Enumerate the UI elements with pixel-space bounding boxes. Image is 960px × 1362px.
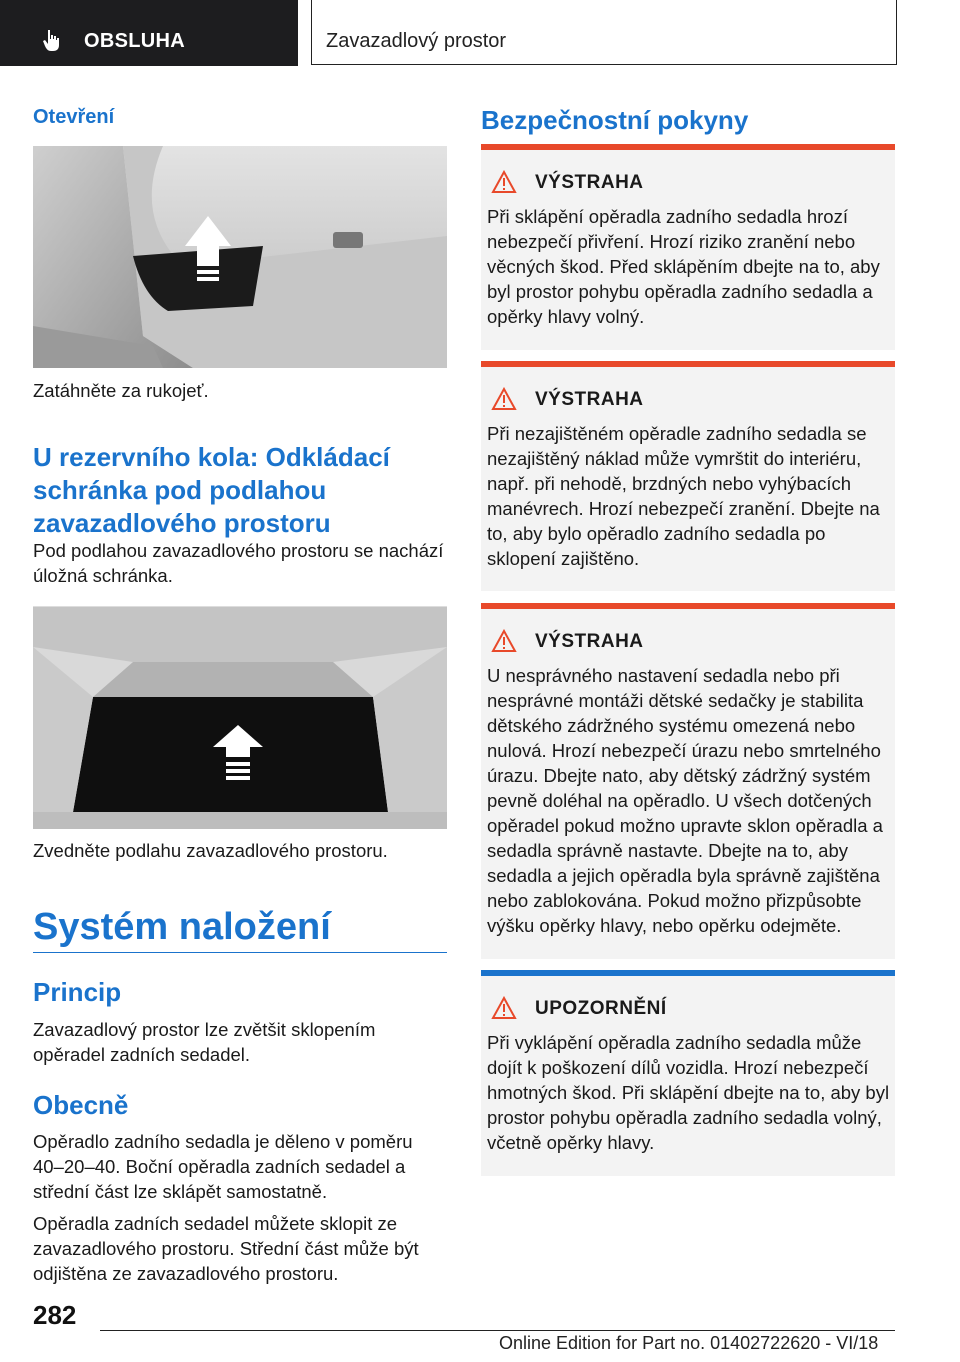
caption-handle: Zatáhněte za rukojeť. — [33, 380, 209, 401]
heading-spare-wheel: U rezervního kola: Odkládací schránka pod podlahou zavazadlového prostoru — [33, 442, 390, 538]
warning-box — [481, 603, 895, 959]
warning-title: VÝSTRAHA — [535, 172, 644, 193]
heading-open: Otevření — [33, 106, 115, 128]
footer-rule — [100, 1330, 895, 1331]
heading-general: Obecně — [33, 1090, 129, 1120]
caution-text: Při vyklápění opěradla zadního sedadla může dojít k poškození dílů vozidla. Hrozí nebezpečí hmotných škod. Při sklápění dbejte na to, aby byl prostor pohybu opěradla zadního sedadla volný, včetně opěrky hlavy. — [487, 1032, 890, 1153]
warning-title: VÝSTRAHA — [535, 389, 644, 410]
heading-principle: Princip — [33, 977, 122, 1007]
warning-box — [481, 361, 895, 591]
paragraph-general-2: Opěradla zadních sedadel můžete sklopit ze zavazadlového prostoru. Střední část může být odjištěna ze zavazadlového prostoru. — [33, 1213, 419, 1284]
warning-box — [481, 144, 895, 350]
warning-triangle-icon — [491, 387, 517, 411]
warning-bar — [481, 603, 895, 609]
caution-triangle-icon — [491, 996, 517, 1020]
paragraph-principle: Zavazadlový prostor lze zvětšit sklopením opěradel zadních sedadel. — [33, 1019, 376, 1065]
topic-frame — [311, 0, 897, 65]
page-header — [0, 0, 960, 66]
section-label: OBSLUHA — [84, 30, 185, 52]
caption-floor: Zvedněte podlahu zavazadlového prostoru. — [33, 840, 388, 861]
caution-title: UPOZORNĚNÍ — [535, 998, 667, 1019]
warning-bar — [481, 361, 895, 367]
trunk-floor-illustration — [33, 607, 447, 829]
paragraph-spare-wheel: Pod podlahou zavazadlového prostoru se nachází úložná schránka. — [33, 540, 444, 586]
warning-text: U nesprávného nastavení sedadla nebo při nesprávné montáži dětské sedačky je stabilita dětského zádržného systému omezená nebo nulová. Hrozí nebezpečí úrazu nebo smrtelného úrazu. Dbejte nato, aby dětský zádržný systém pevně doléhal na opěradlo. U všech dotčených opěradel pokud možno upravte sklon opěradla a sedadla správně nastavte. Dbejte na to, aby sedadla a jejich opěradla byla správně zajištěna nebo zablokována. Pokud možno přizpůsobte výšku opěrky hlavy, nebo opěrku odejměte. — [487, 665, 883, 936]
heading-underline — [33, 952, 447, 953]
hand-icon — [40, 27, 66, 53]
topic-label: Zavazadlový prostor — [326, 30, 507, 52]
footer-edition: Online Edition for Part no. 01402722620 - VI/18 — [499, 1333, 879, 1353]
photo-trunk-handle — [33, 146, 447, 368]
warning-title: VÝSTRAHA — [535, 631, 644, 652]
warning-triangle-icon — [491, 170, 517, 194]
caution-box — [481, 970, 895, 1176]
photo-trunk-floor — [33, 606, 447, 829]
paragraph-general-1: Opěradlo zadního sedadla je děleno v poměru 40–20–40. Boční opěradla zadních sedadel a střední část lze sklápět samostatně. — [33, 1131, 413, 1202]
caution-bar — [481, 970, 895, 976]
warning-bar — [481, 144, 895, 150]
warning-text: Při nezajištěném opěradle zadního sedadla se nezajištěný náklad může vymrštit do interiéru, např. při nehodě, brzdných nebo vyhýbacích manévrech. Hrozí nebezpečí zranění. Dbejte na to, aby bylo opěradlo zadního sedadla po sklopení zajištěno. — [487, 423, 880, 569]
heading-loading-system: Systém naložení — [33, 906, 331, 948]
heading-safety: Bezpečnostní pokyny — [481, 105, 749, 135]
warning-text: Při sklápění opěradla zadního sedadla hrozí nebezpečí přivření. Hrozí riziko zranění nebo věcných škod. Před sklápěním dbejte na to, aby byl prostor pohybu opěradla zadního sedadla a opěrky hlavy volný. — [487, 206, 880, 327]
page-number: 282 — [33, 1300, 77, 1330]
trunk-handle-illustration — [33, 146, 447, 368]
warning-triangle-icon — [491, 629, 517, 653]
section-tab — [0, 0, 298, 66]
